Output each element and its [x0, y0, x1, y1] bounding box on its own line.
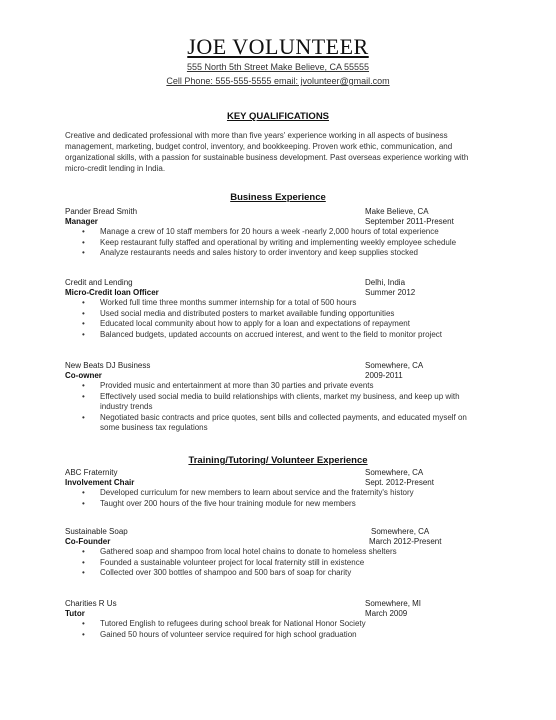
- key-qualifications-heading: KEY QUALIFICATIONS: [226, 111, 330, 122]
- list-item: • Used social media and distributed posters to market available funding opportunities: [82, 308, 395, 318]
- list-item: • Founded a sustainable volunteer project for local fraternity still in existence: [82, 557, 365, 567]
- job-bullets: [65, 227, 485, 259]
- job-role-row: [65, 537, 485, 547]
- job-location: Make Believe, CA: [365, 207, 429, 216]
- job-org-row: [65, 278, 485, 288]
- job-role-row: [65, 478, 485, 488]
- job-dates: September 2011-Present: [365, 217, 454, 226]
- job-organization: Sustainable Soap: [65, 527, 128, 536]
- summary-line: organizational skills, with a passion for sustainable business development. Past overseas experience working with: [65, 153, 469, 162]
- job-bullets: [65, 547, 485, 579]
- job-org-row: [65, 361, 485, 371]
- address-line: 555 North 5th Street Make Believe, CA 55555: [186, 62, 370, 72]
- job-role-row: [65, 371, 485, 381]
- job-bullets: [65, 381, 485, 434]
- job-role-row: [65, 609, 485, 619]
- job-entry: [65, 278, 485, 340]
- job-org-row: [65, 207, 485, 217]
- job-entry: [65, 599, 485, 640]
- list-item: • Negotiated basic contracts and price quotes, sent bills and collected payments, and educated myself on some business tax regulations: [82, 412, 467, 432]
- job-dates: March 2012-Present: [369, 537, 442, 546]
- job-role: Manager: [65, 217, 98, 226]
- job-bullets: [65, 298, 485, 340]
- job-bullets: [65, 619, 485, 640]
- job-location: Somewhere, CA: [371, 527, 430, 536]
- job-role-row: [65, 288, 485, 298]
- list-item: • Gathered soap and shampoo from local hotel chains to donate to homeless shelters: [82, 547, 397, 556]
- list-item: • Keep restaurant fully staffed and operational by writing and implementing weekly employee schedule: [82, 237, 457, 247]
- job-organization: Credit and Lending: [65, 278, 133, 287]
- job-role: Involvement Chair: [65, 478, 135, 487]
- list-item: • Provided music and entertainment at more than 30 parties and private events: [82, 381, 374, 390]
- list-item: • Developed curriculum for new members to learn about service and the fraternity's history: [82, 488, 414, 497]
- job-entry: [65, 361, 485, 434]
- job-dates: March 2009: [365, 609, 408, 618]
- job-organization: Pander Bread Smith: [65, 207, 138, 216]
- job-role: Co-owner: [65, 371, 102, 380]
- job-org-row: [65, 527, 485, 537]
- job-location: Somewhere, MI: [365, 599, 422, 608]
- training-heading: Training/Tutoring/ Volunteer Experience: [188, 455, 368, 466]
- list-item: • Worked full time three months summer internship for a total of 500 hours: [82, 298, 357, 307]
- summary-line: management, marketing, budget control, inventory, and bookkeeping. Proven work ethic, communication, and: [65, 142, 453, 151]
- job-org-row: [65, 599, 485, 609]
- candidate-name: JOE VOLUNTEER: [187, 34, 369, 59]
- job-entry: [65, 468, 485, 509]
- job-dates: 2009-2011: [365, 371, 403, 380]
- list-item: • Manage a crew of 10 staff members for 20 hours a week -nearly 2,000 hours of total experience: [82, 227, 439, 236]
- job-role: Micro-Credit loan Officer: [65, 288, 159, 297]
- list-item: • Analyze restaurants needs and sales history to order inventory and keep supplies stocked: [82, 248, 418, 257]
- job-entry: [65, 207, 485, 259]
- list-item: • Collected over 300 bottles of shampoo and 500 bars of soap for charity: [82, 568, 352, 577]
- job-location: Delhi, India: [365, 278, 406, 287]
- list-item: • Gained 50 hours of volunteer service required for high school graduation: [82, 629, 357, 639]
- job-dates: Summer 2012: [365, 288, 416, 297]
- job-organization: ABC Fraternity: [65, 468, 118, 477]
- job-location: Somewhere, CA: [365, 361, 424, 370]
- job-role: Co-Founder: [65, 537, 111, 546]
- job-dates: Sept. 2012-Present: [365, 478, 434, 487]
- qualifications-summary: [65, 130, 485, 174]
- job-organization: New Beats DJ Business: [65, 361, 151, 370]
- business-experience-heading: Business Experience: [230, 192, 326, 203]
- job-bullets: [65, 488, 485, 509]
- job-role: Tutor: [65, 609, 85, 618]
- job-organization: Charities R Us: [65, 599, 117, 608]
- job-role-row: [65, 217, 485, 227]
- list-item: • Effectively used social media to build relationships with clients, market my business, and keep up with industry trends: [82, 391, 460, 411]
- contact-line: Cell Phone: 555-555-5555 email: jvolunteer@gmail.com: [166, 76, 390, 86]
- job-entry: [65, 527, 485, 579]
- list-item: • Educated local community about how to apply for a loan and expectations of repayment: [82, 319, 410, 328]
- list-item: • Taught over 200 hours of the five hour training module for new members: [82, 498, 356, 508]
- summary-line: micro-credit lending in India.: [65, 164, 166, 173]
- list-item: • Balanced budgets, updated accounts on accrued interest, and went to the field to monitor project: [82, 329, 442, 339]
- job-org-row: [65, 468, 485, 478]
- job-location: Somewhere, CA: [365, 468, 424, 477]
- list-item: • Tutored English to refugees during school break for National Honor Society: [82, 619, 366, 628]
- summary-line: Creative and dedicated professional with more than five years' experience working in all aspects of business: [65, 131, 448, 140]
